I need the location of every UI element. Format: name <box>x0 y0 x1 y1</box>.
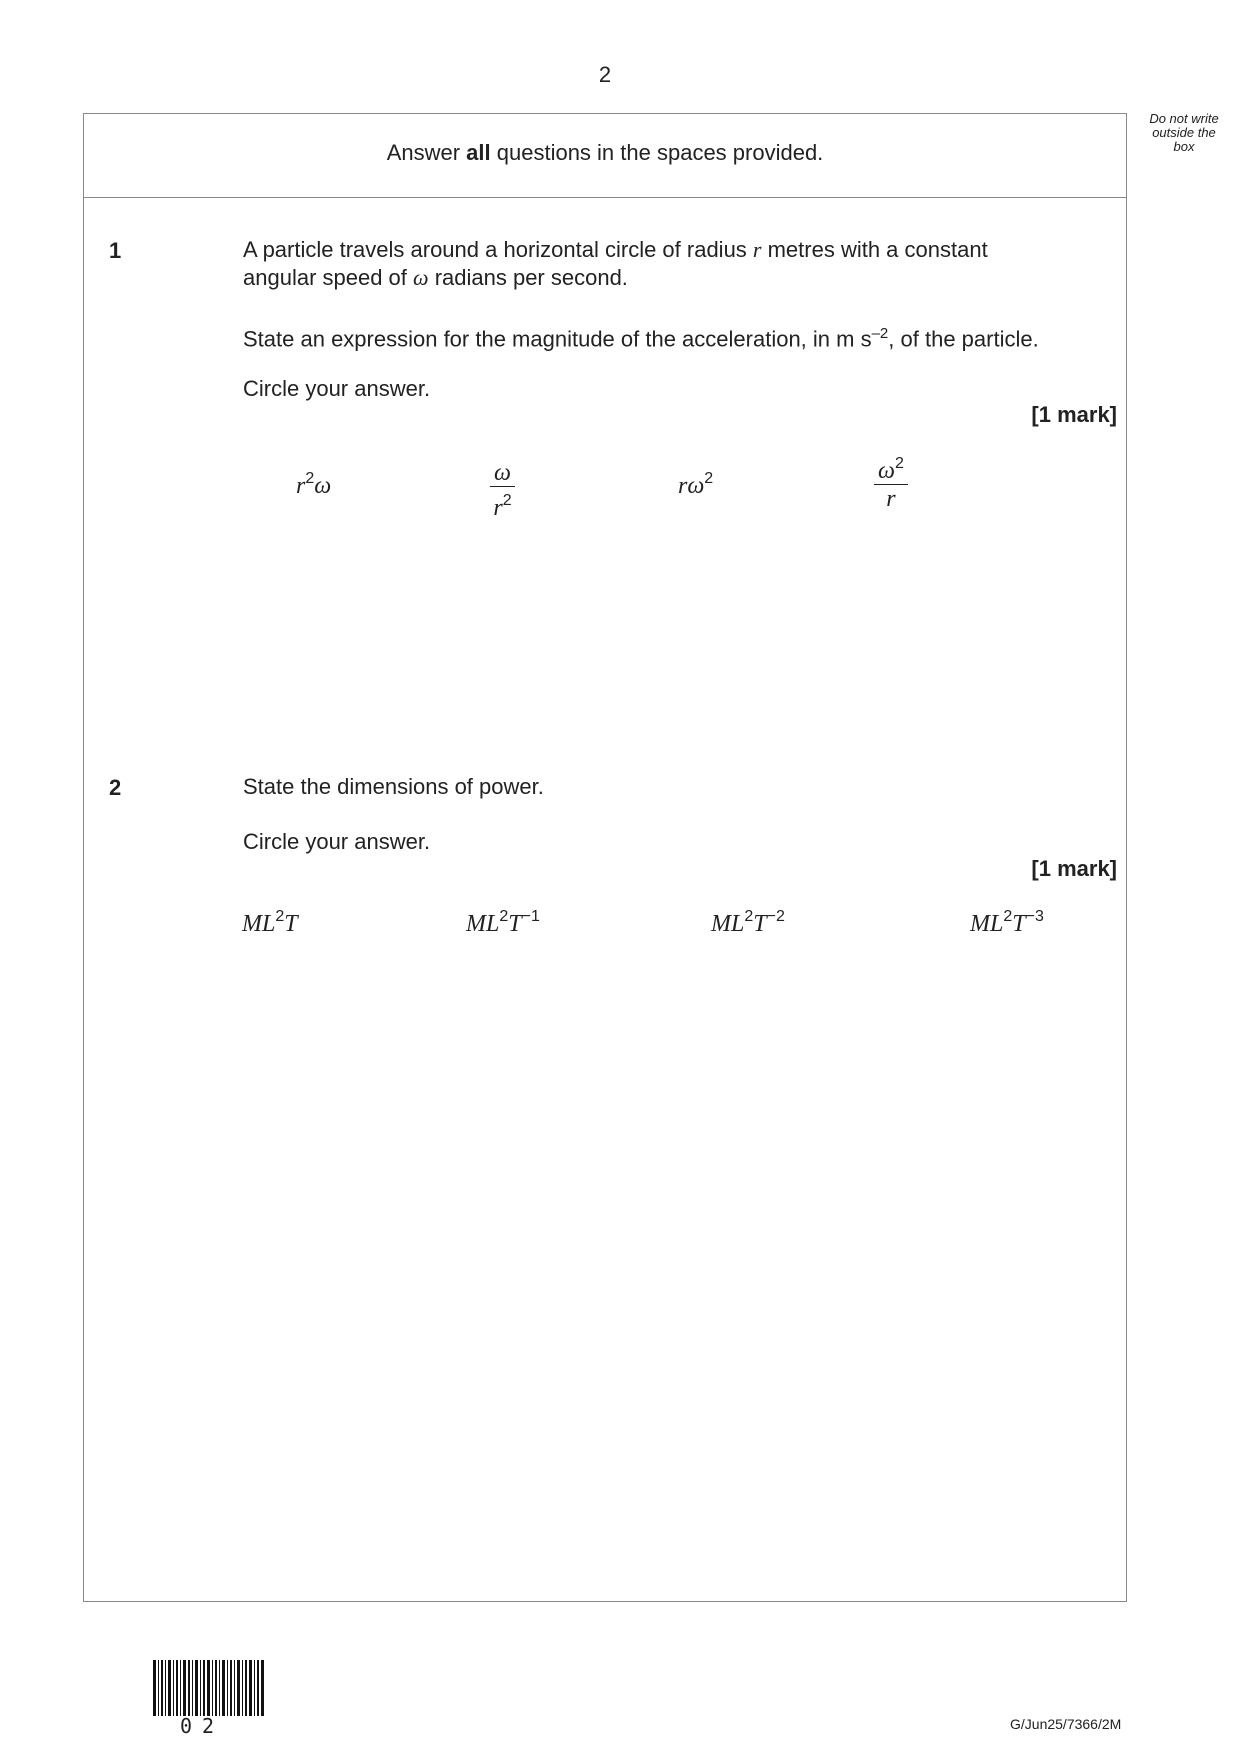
q1-opt3-exp: 2 <box>704 470 714 487</box>
question-2-marks: [1 mark] <box>1031 856 1117 881</box>
q2-option-3[interactable] <box>711 908 785 938</box>
q2-opt3-base: ML <box>711 911 745 937</box>
q2-opt4-base: ML <box>970 911 1004 937</box>
margin-note-line: box <box>1173 139 1195 154</box>
q1-option-3[interactable] <box>678 470 713 500</box>
q1-text: A particle travels around a horizontal circle of radius <box>243 237 753 262</box>
q2-opt3-exp: 2 <box>744 908 754 925</box>
q1-opt4-denominator: r <box>886 486 896 512</box>
paper-code: G/Jun25/7366/2M <box>1010 1716 1122 1732</box>
page-number: 2 <box>598 62 612 87</box>
q1-prompt-text: , of the particle. <box>888 326 1039 352</box>
instruction-after: questions in the spaces provided. <box>490 140 824 165</box>
q2-option-1[interactable] <box>242 908 298 938</box>
q1-opt4-num-base: ω <box>878 458 895 484</box>
q2-opt3-tail: T <box>753 911 767 937</box>
q2-opt2-exp: 2 <box>499 908 509 925</box>
question-1-number: 1 <box>109 238 122 263</box>
q1-unit-exponent: –2 <box>871 325 889 342</box>
q1-opt2-numerator: ω <box>490 461 515 487</box>
question-2-circle-instruction: Circle your answer. <box>243 829 431 854</box>
q1-option-2[interactable] <box>490 460 515 520</box>
q1-text: metres with a constant <box>761 237 988 262</box>
question-1-stem <box>243 236 988 292</box>
q1-text: radians per second. <box>428 265 628 290</box>
question-1-prompt <box>243 320 1039 353</box>
q2-opt4-exp: 2 <box>1003 908 1013 925</box>
q1-opt3-base: rω <box>678 473 705 499</box>
q2-opt2-base: ML <box>466 911 500 937</box>
q1-opt1-tail: ω <box>314 473 332 499</box>
q2-opt1-base: ML <box>242 911 276 937</box>
q2-option-2[interactable] <box>466 908 540 938</box>
q1-opt2-den-base: r <box>493 495 503 521</box>
q1-opt4-num-exp: 2 <box>894 455 904 472</box>
q1-opt1-base: r <box>296 473 306 499</box>
q1-opt1-exp: 2 <box>305 470 315 487</box>
q2-opt1-exp: 2 <box>275 908 285 925</box>
q1-opt2-fraction <box>490 461 515 520</box>
question-1-line-2 <box>243 264 988 292</box>
instruction-before: Answer <box>386 140 467 165</box>
q1-opt2-denominator <box>493 487 511 520</box>
q2-opt2-tail-exp: −1 <box>521 908 540 925</box>
omega-variable: ω <box>413 265 429 290</box>
question-1-marks: [1 mark] <box>1031 402 1117 427</box>
q2-opt4-tail-exp: −3 <box>1025 908 1044 925</box>
margin-note-line: outside the <box>1152 125 1216 140</box>
question-1-line-1 <box>243 236 988 264</box>
barcode-digits: 02 <box>180 1714 225 1738</box>
q2-opt2-tail: T <box>508 911 522 937</box>
margin-note <box>1138 112 1230 154</box>
question-2-prompt: State the dimensions of power. <box>243 774 544 799</box>
barcode-image <box>153 1660 265 1716</box>
q1-opt4-numerator <box>874 452 908 485</box>
q1-option-1[interactable] <box>296 470 331 500</box>
radius-variable: r <box>752 237 762 262</box>
q1-opt4-fraction <box>874 452 908 511</box>
instruction <box>84 140 1126 166</box>
q2-option-4[interactable] <box>970 908 1044 938</box>
q1-opt2-den-exp: 2 <box>502 492 512 509</box>
question-2-number: 2 <box>109 775 122 800</box>
q2-opt3-tail-exp: −2 <box>766 908 785 925</box>
question-1-circle-instruction: Circle your answer. <box>243 376 431 401</box>
q1-prompt-text: State an expression for the magnitude of the acceleration, in m s <box>243 326 872 352</box>
q1-option-4[interactable] <box>874 452 908 511</box>
q1-text: angular speed of <box>243 265 414 290</box>
instruction-bold: all <box>466 140 491 165</box>
margin-note-line: Do not write <box>1149 111 1219 126</box>
q2-opt1-tail: T <box>284 911 298 937</box>
q2-opt4-tail: T <box>1012 911 1026 937</box>
